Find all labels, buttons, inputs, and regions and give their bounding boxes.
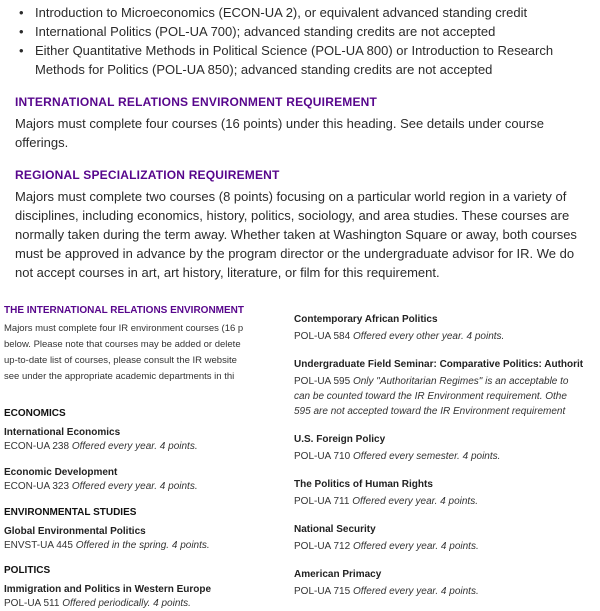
course-title: Undergraduate Field Seminar: Comparative Politics: Authorit <box>294 359 584 370</box>
course-note: Offered every year. 4 points. <box>71 441 198 452</box>
course-code: POL-UA 710 <box>294 451 351 462</box>
category-politics: POLITICS <box>4 565 51 576</box>
course-detail <box>294 449 600 464</box>
course-note: Only "Authoritarian Regimes" is an acceptable to <box>352 376 569 387</box>
course-code: POL-UA 584 <box>294 331 351 342</box>
course-code: ENVST-UA 445 <box>4 540 73 551</box>
env-left-column <box>4 305 264 611</box>
env-line: below. Please note that courses may be added or delete <box>4 339 241 350</box>
course-note: Offered every semester. 4 points. <box>352 451 501 462</box>
course-detail <box>4 479 264 494</box>
course-code: POL-UA 595 <box>294 376 351 387</box>
course-detail <box>294 539 600 554</box>
core-courses-list <box>0 3 600 79</box>
env-section-text <box>4 321 264 385</box>
course-note: Offered every year. 4 points. <box>352 541 479 552</box>
course-detail <box>4 439 264 454</box>
course-title: American Primacy <box>294 569 382 580</box>
ir-env-req-heading: INTERNATIONAL RELATIONS ENVIRONMENT REQUIREMENT <box>15 95 378 109</box>
course-note: Offered periodically. 4 points. <box>62 598 191 609</box>
course-detail <box>294 404 600 419</box>
course-detail <box>4 538 264 553</box>
regional-req-text: Majors must complete two courses (8 points) focusing on a particular world region in a variety of disciplines, including economics, history, politics, sociology, and area studies. These courses are normally taken during the term away. Whether taken at Washington Square or away, both courses must be approved in advance by the program director or the undergraduate advisor for IR. We do not accept courses in art, art history, literature, or film for this requirement. <box>15 189 577 280</box>
list-item: • Either Quantitative Methods in Political Science (POL-UA 800) or Introduction to Research Methods for Politics (POL-UA 850); advanced standing credits are not accepted <box>0 41 600 79</box>
course-code: ECON-UA 238 <box>4 441 70 452</box>
course-detail <box>294 494 600 509</box>
course-detail <box>4 596 264 611</box>
course-title: International Economics <box>4 427 121 438</box>
course-title: Global Environmental Politics <box>4 526 146 537</box>
course-detail <box>294 329 600 344</box>
course-detail <box>294 389 600 404</box>
course-note: Offered every year. 4 points. <box>352 586 479 597</box>
course-title: U.S. Foreign Policy <box>294 434 386 445</box>
course-note: Offered every year. 4 points. <box>352 496 478 507</box>
course-code: POL-UA 711 <box>294 496 350 507</box>
env-line: up-to-date list of courses, please consult the IR website <box>4 355 237 366</box>
course-code: ECON-UA 323 <box>4 481 70 492</box>
course-note: can be counted toward the IR Environment requirement. Othe <box>294 391 567 402</box>
course-code: POL-UA 712 <box>294 541 351 552</box>
course-note: Offered every year. 4 points. <box>71 481 198 492</box>
ir-env-req-text: Majors must complete four courses (16 points) under this heading. See details under course offerings. <box>15 116 544 150</box>
course-detail <box>294 584 600 599</box>
category-economics: ECONOMICS <box>4 408 66 419</box>
regional-req-heading: REGIONAL SPECIALIZATION REQUIREMENT <box>15 168 280 182</box>
list-item: • International Politics (POL-UA 700); advanced standing credits are not accepted <box>0 22 600 41</box>
course-detail <box>294 374 600 389</box>
course-title: The Politics of Human Rights <box>294 479 433 490</box>
course-title: Economic Development <box>4 467 118 478</box>
course-title: National Security <box>294 524 376 535</box>
course-code: POL-UA 715 <box>294 586 351 597</box>
course-note: Offered every other year. 4 points. <box>352 331 505 342</box>
env-section-heading: THE INTERNATIONAL RELATIONS ENVIRONMENT <box>4 305 244 316</box>
list-item: • Introduction to Microeconomics (ECON-UA 2), or equivalent advanced standing credit <box>0 3 600 22</box>
course-note: Offered in the spring. 4 points. <box>75 540 210 551</box>
course-note: 595 are not accepted toward the IR Environment requirement <box>294 406 566 417</box>
env-right-column <box>294 313 600 599</box>
course-title: Contemporary African Politics <box>294 314 438 325</box>
category-environmental-studies: ENVIRONMENTAL STUDIES <box>4 507 137 518</box>
course-code: POL-UA 511 <box>4 598 60 609</box>
env-line: see under the appropriate academic departments in thi <box>4 371 235 382</box>
course-title: Immigration and Politics in Western Europe <box>4 584 212 595</box>
env-line: Majors must complete four IR environment courses (16 p <box>4 323 244 334</box>
